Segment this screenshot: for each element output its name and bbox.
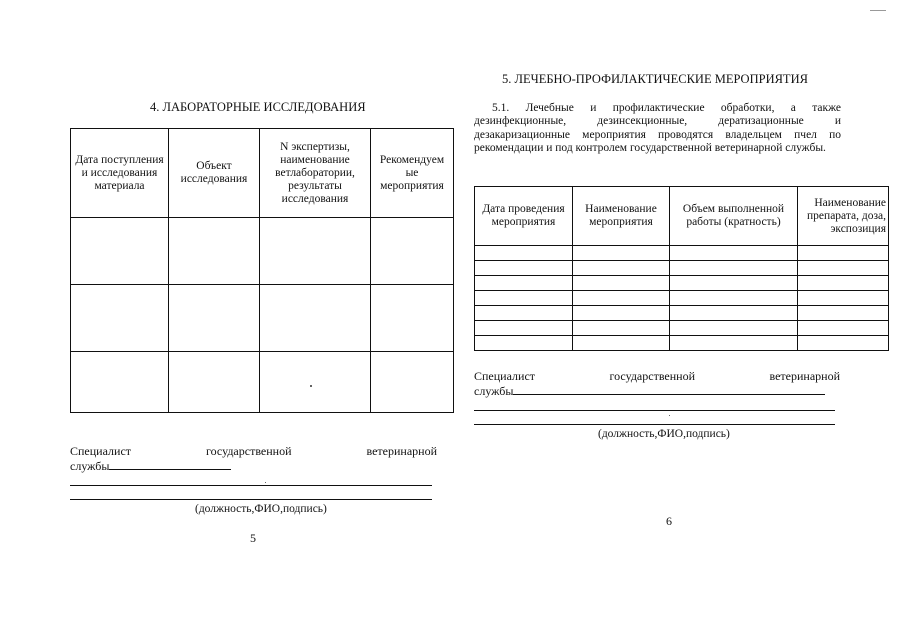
table-cell[interactable] xyxy=(475,276,573,291)
table-row xyxy=(475,246,889,261)
signature-label-service: службы xyxy=(474,383,825,399)
table-row xyxy=(475,276,889,291)
signature-blank[interactable] xyxy=(513,383,825,395)
table-cell[interactable] xyxy=(798,336,889,351)
page-number: 5 xyxy=(250,531,256,545)
table-cell[interactable] xyxy=(670,246,798,261)
table-cell[interactable] xyxy=(573,246,670,261)
column-header: N экспертизы, наименование ветлаборатории, результаты исследования xyxy=(260,129,371,218)
lab-tests-table xyxy=(70,128,454,413)
table-cell[interactable] xyxy=(71,285,169,352)
signature-line[interactable] xyxy=(474,410,835,411)
section-heading-lab-tests: 4. ЛАБОРАТОРНЫЕ ИССЛЕДОВАНИЯ xyxy=(150,100,366,114)
table-row xyxy=(475,336,889,351)
table-cell[interactable] xyxy=(371,352,454,413)
column-header: Наименование мероприятия xyxy=(573,187,670,246)
table-cell[interactable] xyxy=(670,306,798,321)
table-cell[interactable] xyxy=(71,218,169,285)
table-cell[interactable] xyxy=(260,285,371,352)
scan-speck xyxy=(669,415,670,416)
signature-caption: (должность,ФИО,подпись) xyxy=(195,503,327,515)
table-cell[interactable] xyxy=(573,261,670,276)
column-header: Наименование препарата, доза, экспозиция xyxy=(798,187,889,246)
table-cell[interactable] xyxy=(798,246,889,261)
table-cell[interactable] xyxy=(371,218,454,285)
table-cell[interactable] xyxy=(798,321,889,336)
column-header: Рекомендуем ые мероприятия xyxy=(371,129,454,218)
table-cell[interactable] xyxy=(798,261,889,276)
table-cell[interactable] xyxy=(475,246,573,261)
table-cell[interactable] xyxy=(573,336,670,351)
table-cell[interactable] xyxy=(670,321,798,336)
table-cell[interactable] xyxy=(670,276,798,291)
table-cell[interactable] xyxy=(475,321,573,336)
signature-caption: (должность,ФИО,подпись) xyxy=(598,428,730,440)
table-cell[interactable] xyxy=(475,291,573,306)
table-cell[interactable] xyxy=(670,291,798,306)
page-number: 6 xyxy=(666,514,672,528)
table-cell[interactable] xyxy=(260,352,371,413)
table-cell[interactable] xyxy=(475,306,573,321)
table-cell[interactable] xyxy=(260,218,371,285)
table-row xyxy=(71,218,454,285)
table-cell[interactable] xyxy=(670,336,798,351)
table-cell[interactable] xyxy=(670,261,798,276)
column-header: Дата проведения мероприятия xyxy=(475,187,573,246)
scan-mark xyxy=(870,10,886,11)
section-heading-treatment: 5. ЛЕЧЕБНО-ПРОФИЛАКТИЧЕСКИЕ МЕРОПРИЯТИЯ xyxy=(502,72,808,86)
table-cell[interactable] xyxy=(169,285,260,352)
table-cell[interactable] xyxy=(573,276,670,291)
table-cell[interactable] xyxy=(573,321,670,336)
signature-label: Специалист государственной ветеринарной xyxy=(70,444,437,458)
table-row xyxy=(475,291,889,306)
signature-line[interactable] xyxy=(70,485,432,486)
table-row xyxy=(475,261,889,276)
table-cell[interactable] xyxy=(475,261,573,276)
table-header-row xyxy=(475,187,889,246)
table-cell[interactable] xyxy=(798,291,889,306)
table-header-row xyxy=(71,129,454,218)
signature-label: Специалист государственной ветеринарной xyxy=(474,369,840,383)
table-cell[interactable] xyxy=(798,276,889,291)
table-row xyxy=(71,352,454,413)
signature-line[interactable] xyxy=(474,424,835,425)
table-cell[interactable] xyxy=(71,352,169,413)
table-row xyxy=(475,306,889,321)
page-6 xyxy=(450,0,899,640)
column-header: Объем выполненной работы (кратность) xyxy=(670,187,798,246)
table-cell[interactable] xyxy=(169,218,260,285)
column-header: Объект исследования xyxy=(169,129,260,218)
table-cell[interactable] xyxy=(371,285,454,352)
table-row xyxy=(71,285,454,352)
table-cell[interactable] xyxy=(169,352,260,413)
signature-label-service: службы xyxy=(70,458,231,474)
signature-blank[interactable] xyxy=(109,458,231,470)
scan-speck xyxy=(310,385,312,387)
table-cell[interactable] xyxy=(798,306,889,321)
column-header: Дата поступления и исследования материала xyxy=(71,129,169,218)
treatment-paragraph: 5.1. Лечебные и профилактические обработки, а также дезинфекционные, дезинсекционные, дератизационные и дезакаризационные мероприятия проводятся владельцем пчел по рекомендации и под контролем государственной ветеринарной службы. xyxy=(474,102,841,155)
scan-speck xyxy=(265,482,266,483)
table-cell[interactable] xyxy=(573,306,670,321)
table-row xyxy=(475,321,889,336)
treatment-table xyxy=(474,186,889,351)
table-cell[interactable] xyxy=(475,336,573,351)
signature-line[interactable] xyxy=(70,499,432,500)
table-cell[interactable] xyxy=(573,291,670,306)
